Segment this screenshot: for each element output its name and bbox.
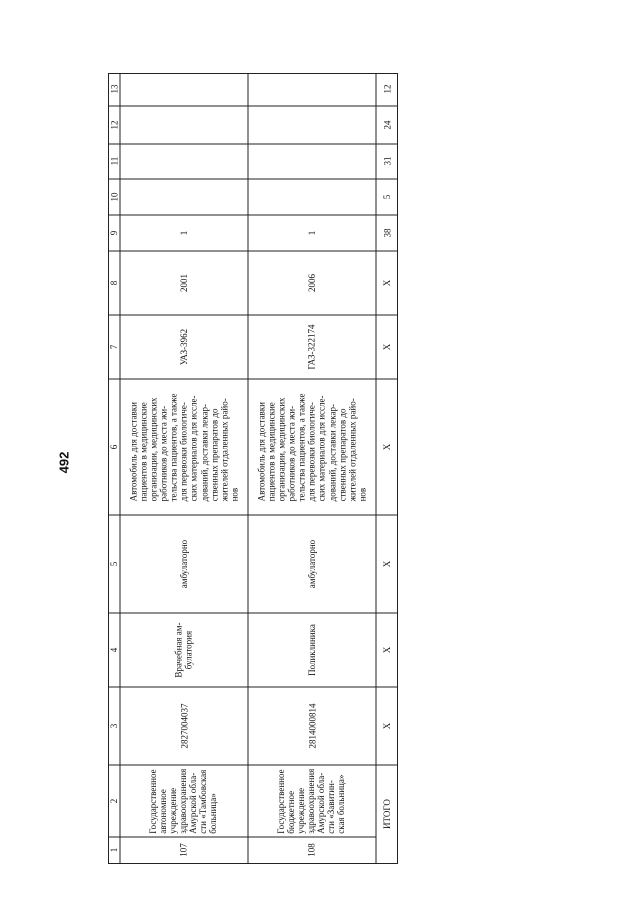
total-col13: 12 (381, 84, 392, 94)
page-number: 492 (56, 451, 72, 473)
row-107-number: 107 (178, 843, 189, 858)
data-table (108, 73, 398, 864)
total-col5: Х (381, 560, 392, 568)
total-col9: 38 (381, 228, 392, 238)
total-col7: Х (381, 343, 392, 351)
header-col-5: 5 (108, 561, 119, 567)
total-label: ИТОГО (381, 799, 392, 830)
row-108-year: 2006 (306, 273, 317, 292)
row-107-organization: Государственное автономное учреждение здравоохранения Амурской обла- сти «Тамбовская больница» (148, 768, 220, 834)
row-108-col9: 1 (306, 230, 317, 236)
total-col6: Х (381, 443, 392, 451)
row-108-code: 2814000814 (306, 703, 317, 749)
row-107-col12 (120, 106, 248, 144)
header-col-6: 6 (108, 444, 119, 450)
row-108-care-type: амбулаторно (306, 539, 317, 589)
row-107-col11 (120, 144, 248, 179)
row-107-code: 2827004037 (178, 703, 189, 749)
row-108-purpose: Автомобиль для доставки пациентов в медицинские организации, медицинских работников до места жи- тельства пациентов, а также для перевозки биологиче- ских материалов для иссле- дований, доставки лекар- ственных препаратов до жителей отдаленных райо- нов (256, 393, 368, 501)
header-col-12: 12 (108, 120, 119, 130)
total-col8: Х (381, 279, 392, 287)
row-107-facility: Врачебная ам- булатория (173, 622, 194, 678)
total-col4: Х (381, 646, 392, 654)
header-col-11: 11 (108, 157, 119, 166)
total-col3: Х (381, 722, 392, 730)
total-col10: 5 (381, 194, 392, 200)
header-col-3: 3 (108, 723, 119, 729)
row-108-col12 (248, 106, 376, 144)
header-col-13: 13 (108, 84, 119, 94)
row-107-care-type: амбулаторно (178, 539, 189, 589)
total-col12: 24 (381, 120, 392, 130)
row-108-col10 (248, 179, 376, 215)
row-108-facility: Поликлиника (306, 624, 317, 676)
header-col-4: 4 (108, 647, 119, 653)
row-108-col11 (248, 144, 376, 179)
row-107-col13 (120, 73, 248, 106)
row-108-number: 108 (306, 843, 317, 858)
row-107-col9: 1 (178, 230, 189, 236)
row-108-col13 (248, 73, 376, 106)
row-108-model: ГАЗ-322174 (306, 324, 317, 370)
row-107-purpose: Автомобиль для доставки пациентов в медицинские организации, медицинских работников до места жи- тельства пациентов, а также для перевозки биологиче- ских материалов для иссле- дований, доставки лекар- ственных препаратов до жителей отдаленных райо- нов (128, 393, 240, 501)
header-col-2: 2 (108, 798, 119, 804)
header-col-8: 8 (108, 280, 119, 286)
header-col-9: 9 (108, 230, 119, 236)
total-col11: 31 (381, 156, 392, 166)
row-107-col10 (120, 179, 248, 215)
row-108-organization: Государственное бюджетное учреждение здравоохранения Амурской обла- сти «Завитин- ская больница» (276, 768, 348, 834)
row-107-year: 2001 (178, 273, 189, 292)
header-col-7: 7 (108, 344, 119, 350)
header-col-10: 10 (108, 192, 119, 202)
header-col-1: 1 (108, 848, 119, 853)
row-107-model: УАЗ-3962 (178, 328, 189, 366)
